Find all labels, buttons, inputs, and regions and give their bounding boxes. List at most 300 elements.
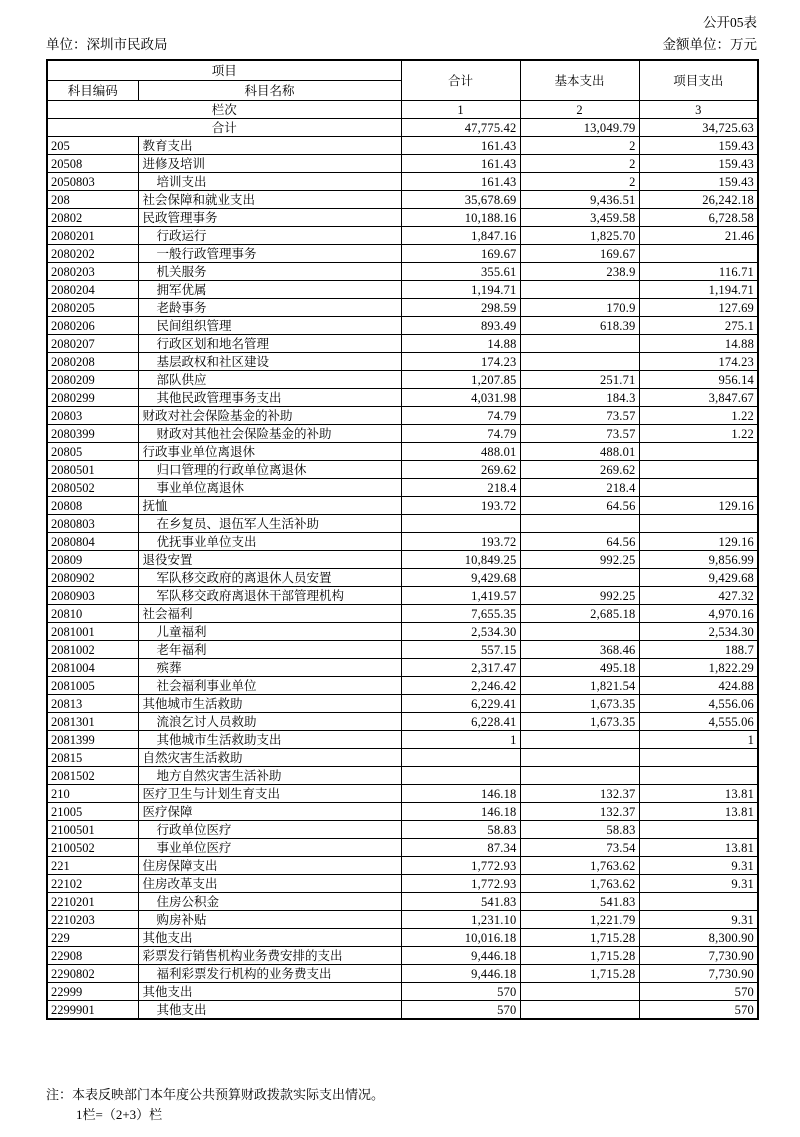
row-total: 193.72 (401, 533, 520, 551)
row-name: 住房改革支出 (138, 875, 401, 893)
row-basic: 992.25 (520, 551, 639, 569)
table-row (47, 857, 758, 875)
row-name: 优抚事业单位支出 (138, 533, 401, 551)
row-total: 298.59 (401, 299, 520, 317)
row-total: 10,016.18 (401, 929, 520, 947)
table-row (47, 893, 758, 911)
row-basic (520, 353, 639, 371)
row-basic (520, 731, 639, 749)
row-basic: 1,673.35 (520, 713, 639, 731)
form-number-label: 公开05表 (703, 15, 757, 30)
row-code: 2081005 (47, 677, 138, 695)
report-meta-header (46, 12, 757, 56)
row-name: 自然灾害生活救助 (138, 749, 401, 767)
table-row (47, 245, 758, 263)
row-project: 7,730.90 (639, 965, 758, 983)
row-total: 2,317.47 (401, 659, 520, 677)
row-code: 2100502 (47, 839, 138, 857)
row-total: 557.15 (401, 641, 520, 659)
column-index-label: 栏次 (47, 101, 401, 119)
row-code: 22999 (47, 983, 138, 1001)
row-project: 1.22 (639, 407, 758, 425)
row-basic: 1,763.62 (520, 857, 639, 875)
row-project: 570 (639, 983, 758, 1001)
row-code: 20809 (47, 551, 138, 569)
header-group-project: 项目 (47, 60, 401, 81)
row-basic (520, 767, 639, 785)
row-project: 8,300.90 (639, 929, 758, 947)
row-total (401, 749, 520, 767)
row-total: 193.72 (401, 497, 520, 515)
table-row (47, 713, 758, 731)
row-project: 424.88 (639, 677, 758, 695)
table-row (47, 137, 758, 155)
row-name: 军队移交政府的离退休人员安置 (138, 569, 401, 587)
row-project (639, 479, 758, 497)
table-row (47, 929, 758, 947)
row-code: 229 (47, 929, 138, 947)
row-project: 4,556.06 (639, 695, 758, 713)
row-name: 社会福利事业单位 (138, 677, 401, 695)
row-code: 2081002 (47, 641, 138, 659)
row-total: 174.23 (401, 353, 520, 371)
table-row (47, 839, 758, 857)
row-total: 1,419.57 (401, 587, 520, 605)
row-project: 1 (639, 731, 758, 749)
row-name: 拥军优属 (138, 281, 401, 299)
row-code: 208 (47, 191, 138, 209)
row-basic: 1,715.28 (520, 965, 639, 983)
table-row (47, 947, 758, 965)
column-index-1: 1 (401, 101, 520, 119)
column-index-3: 3 (639, 101, 758, 119)
row-name: 教育支出 (138, 137, 401, 155)
row-project (639, 515, 758, 533)
table-row (47, 155, 758, 173)
row-name: 基层政权和社区建设 (138, 353, 401, 371)
row-project: 14.88 (639, 335, 758, 353)
row-total: 1,194.71 (401, 281, 520, 299)
grand-total-total: 47,775.42 (401, 119, 520, 137)
row-basic (520, 335, 639, 353)
table-row (47, 875, 758, 893)
row-name: 老龄事务 (138, 299, 401, 317)
row-project (639, 749, 758, 767)
table-row (47, 461, 758, 479)
grand-total-basic: 13,049.79 (520, 119, 639, 137)
meta-row-unit (46, 34, 757, 56)
row-code: 2100501 (47, 821, 138, 839)
row-total: 1,772.93 (401, 875, 520, 893)
row-name: 其他民政管理事务支出 (138, 389, 401, 407)
row-total: 893.49 (401, 317, 520, 335)
row-name: 老年福利 (138, 641, 401, 659)
row-total: 169.67 (401, 245, 520, 263)
row-basic: 218.4 (520, 479, 639, 497)
row-name: 民政管理事务 (138, 209, 401, 227)
row-project: 13.81 (639, 785, 758, 803)
row-code: 22102 (47, 875, 138, 893)
row-project: 275.1 (639, 317, 758, 335)
row-code: 2081001 (47, 623, 138, 641)
row-name: 其他支出 (138, 983, 401, 1001)
table-row (47, 983, 758, 1001)
table-row (47, 533, 758, 551)
row-code: 20808 (47, 497, 138, 515)
table-row (47, 281, 758, 299)
row-total: 218.4 (401, 479, 520, 497)
row-project (639, 245, 758, 263)
row-code: 21005 (47, 803, 138, 821)
table-row (47, 731, 758, 749)
row-name: 医疗卫生与计划生育支出 (138, 785, 401, 803)
row-total: 7,655.35 (401, 605, 520, 623)
row-basic: 73.57 (520, 425, 639, 443)
grand-total-row (47, 119, 758, 137)
row-total: 1,772.93 (401, 857, 520, 875)
row-code: 2080501 (47, 461, 138, 479)
row-name: 其他城市生活救助支出 (138, 731, 401, 749)
row-project: 6,728.58 (639, 209, 758, 227)
table-row (47, 209, 758, 227)
table-row (47, 1001, 758, 1020)
row-total: 74.79 (401, 425, 520, 443)
row-code: 210 (47, 785, 138, 803)
row-total: 2,246.42 (401, 677, 520, 695)
table-row (47, 443, 758, 461)
row-basic: 1,763.62 (520, 875, 639, 893)
row-name: 社会福利 (138, 605, 401, 623)
row-basic: 58.83 (520, 821, 639, 839)
row-basic: 1,715.28 (520, 947, 639, 965)
row-name: 社会保障和就业支出 (138, 191, 401, 209)
header-col-basic: 基本支出 (520, 60, 639, 101)
row-project: 9.31 (639, 857, 758, 875)
row-project: 1,822.29 (639, 659, 758, 677)
row-total: 9,446.18 (401, 947, 520, 965)
table-row (47, 821, 758, 839)
row-project: 9,429.68 (639, 569, 758, 587)
table-footnotes (46, 1085, 757, 1125)
row-total: 35,678.69 (401, 191, 520, 209)
row-code: 2050803 (47, 173, 138, 191)
row-basic: 368.46 (520, 641, 639, 659)
row-code: 2081399 (47, 731, 138, 749)
header-col-project: 项目支出 (639, 60, 758, 101)
row-code: 20815 (47, 749, 138, 767)
row-name: 培训支出 (138, 173, 401, 191)
row-basic: 132.37 (520, 803, 639, 821)
row-name: 机关服务 (138, 263, 401, 281)
table-row (47, 785, 758, 803)
row-project (639, 443, 758, 461)
row-name: 军队移交政府离退休干部管理机构 (138, 587, 401, 605)
row-code: 2080201 (47, 227, 138, 245)
row-name: 归口管理的行政单位离退休 (138, 461, 401, 479)
row-project: 4,555.06 (639, 713, 758, 731)
table-row (47, 353, 758, 371)
row-project: 13.81 (639, 839, 758, 857)
row-basic: 1,673.35 (520, 695, 639, 713)
table-row (47, 803, 758, 821)
table-row (47, 227, 758, 245)
budget-table-head (47, 60, 758, 137)
row-name: 购房补贴 (138, 911, 401, 929)
row-total: 355.61 (401, 263, 520, 281)
header-col-total: 合计 (401, 60, 520, 101)
row-basic: 541.83 (520, 893, 639, 911)
row-name: 抚恤 (138, 497, 401, 515)
row-basic: 9,436.51 (520, 191, 639, 209)
row-project: 9.31 (639, 875, 758, 893)
column-index-2: 2 (520, 101, 639, 119)
row-name: 流浪乞讨人员救助 (138, 713, 401, 731)
unit-label: 单位：深圳市民政局 (46, 37, 168, 52)
row-code: 2080804 (47, 533, 138, 551)
table-row (47, 335, 758, 353)
row-code: 2080399 (47, 425, 138, 443)
row-basic: 132.37 (520, 785, 639, 803)
row-name: 儿童福利 (138, 623, 401, 641)
table-row (47, 299, 758, 317)
row-total: 1,207.85 (401, 371, 520, 389)
row-total: 570 (401, 1001, 520, 1020)
table-row (47, 965, 758, 983)
row-total: 1,847.16 (401, 227, 520, 245)
row-project: 2,534.30 (639, 623, 758, 641)
row-code: 20803 (47, 407, 138, 425)
row-code: 2080803 (47, 515, 138, 533)
row-basic (520, 281, 639, 299)
table-row (47, 479, 758, 497)
table-row (47, 371, 758, 389)
table-row (47, 641, 758, 659)
row-name: 其他支出 (138, 1001, 401, 1020)
row-total: 541.83 (401, 893, 520, 911)
row-code: 2080502 (47, 479, 138, 497)
row-basic: 2 (520, 137, 639, 155)
row-total: 74.79 (401, 407, 520, 425)
row-name: 部队供应 (138, 371, 401, 389)
row-code: 2299901 (47, 1001, 138, 1020)
row-name: 医疗保障 (138, 803, 401, 821)
row-name: 其他支出 (138, 929, 401, 947)
header-row-group (47, 60, 758, 81)
row-basic: 64.56 (520, 533, 639, 551)
table-row (47, 749, 758, 767)
row-name: 行政事业单位离退休 (138, 443, 401, 461)
table-row (47, 497, 758, 515)
row-total: 161.43 (401, 155, 520, 173)
row-project: 13.81 (639, 803, 758, 821)
row-project: 174.23 (639, 353, 758, 371)
row-total: 58.83 (401, 821, 520, 839)
footnote-line-2: 1栏=（2+3）栏 (76, 1107, 163, 1122)
row-project: 4,970.16 (639, 605, 758, 623)
row-basic: 2 (520, 155, 639, 173)
row-code: 20810 (47, 605, 138, 623)
header-col-name: 科目名称 (138, 81, 401, 101)
row-project: 427.32 (639, 587, 758, 605)
row-code: 2081004 (47, 659, 138, 677)
row-code: 2081301 (47, 713, 138, 731)
row-name: 殡葬 (138, 659, 401, 677)
row-basic: 1,825.70 (520, 227, 639, 245)
row-total: 10,188.16 (401, 209, 520, 227)
footnote-line-1: 注：本表反映部门本年度公共预算财政拨款实际支出情况。 (46, 1087, 385, 1102)
row-basic (520, 623, 639, 641)
row-basic: 73.54 (520, 839, 639, 857)
row-basic (520, 749, 639, 767)
row-code: 2080202 (47, 245, 138, 263)
row-total: 9,429.68 (401, 569, 520, 587)
row-name: 进修及培训 (138, 155, 401, 173)
row-project (639, 893, 758, 911)
row-code: 2081502 (47, 767, 138, 785)
row-total: 6,229.41 (401, 695, 520, 713)
table-row (47, 191, 758, 209)
row-code: 20805 (47, 443, 138, 461)
row-basic (520, 515, 639, 533)
row-basic (520, 1001, 639, 1020)
table-row (47, 515, 758, 533)
row-total (401, 515, 520, 533)
row-project: 1.22 (639, 425, 758, 443)
row-basic (520, 569, 639, 587)
row-name: 地方自然灾害生活补助 (138, 767, 401, 785)
row-total: 2,534.30 (401, 623, 520, 641)
row-code: 2080207 (47, 335, 138, 353)
row-project: 956.14 (639, 371, 758, 389)
row-project (639, 767, 758, 785)
row-basic: 488.01 (520, 443, 639, 461)
header-col-code: 科目编码 (47, 81, 138, 101)
row-code: 2080903 (47, 587, 138, 605)
table-row (47, 587, 758, 605)
row-code: 205 (47, 137, 138, 155)
row-code: 2080208 (47, 353, 138, 371)
row-basic: 251.71 (520, 371, 639, 389)
row-code: 2080205 (47, 299, 138, 317)
table-row (47, 173, 758, 191)
row-name: 财政对社会保险基金的补助 (138, 407, 401, 425)
row-total: 6,228.41 (401, 713, 520, 731)
row-project: 26,242.18 (639, 191, 758, 209)
table-row (47, 677, 758, 695)
row-project: 129.16 (639, 497, 758, 515)
row-project (639, 461, 758, 479)
row-code: 2080206 (47, 317, 138, 335)
row-project: 21.46 (639, 227, 758, 245)
table-row (47, 911, 758, 929)
row-basic: 992.25 (520, 587, 639, 605)
row-total: 488.01 (401, 443, 520, 461)
row-project: 9.31 (639, 911, 758, 929)
row-project: 116.71 (639, 263, 758, 281)
row-name: 事业单位离退休 (138, 479, 401, 497)
row-project (639, 821, 758, 839)
row-name: 福利彩票发行机构的业务费支出 (138, 965, 401, 983)
row-code: 2210203 (47, 911, 138, 929)
row-total: 4,031.98 (401, 389, 520, 407)
budget-table-container (46, 59, 757, 1020)
row-name: 其他城市生活救助 (138, 695, 401, 713)
table-row (47, 407, 758, 425)
grand-total-label: 合计 (47, 119, 401, 137)
row-name: 一般行政管理事务 (138, 245, 401, 263)
row-total: 87.34 (401, 839, 520, 857)
row-code: 221 (47, 857, 138, 875)
row-code: 2080902 (47, 569, 138, 587)
row-code: 20508 (47, 155, 138, 173)
row-total: 14.88 (401, 335, 520, 353)
row-total: 161.43 (401, 173, 520, 191)
row-basic (520, 983, 639, 1001)
row-project: 159.43 (639, 173, 758, 191)
row-basic: 1,715.28 (520, 929, 639, 947)
row-total: 269.62 (401, 461, 520, 479)
row-total: 161.43 (401, 137, 520, 155)
row-name: 在乡复员、退伍军人生活补助 (138, 515, 401, 533)
table-row (47, 317, 758, 335)
row-project: 7,730.90 (639, 947, 758, 965)
row-total (401, 767, 520, 785)
row-total: 146.18 (401, 785, 520, 803)
table-row (47, 623, 758, 641)
row-total: 146.18 (401, 803, 520, 821)
row-code: 2080209 (47, 371, 138, 389)
header-row-column-index (47, 101, 758, 119)
table-row (47, 263, 758, 281)
row-code: 2080203 (47, 263, 138, 281)
row-total: 1,231.10 (401, 911, 520, 929)
table-row (47, 659, 758, 677)
row-code: 2210201 (47, 893, 138, 911)
row-basic: 1,821.54 (520, 677, 639, 695)
row-code: 20813 (47, 695, 138, 713)
table-row (47, 389, 758, 407)
grand-total-project: 34,725.63 (639, 119, 758, 137)
row-project: 3,847.67 (639, 389, 758, 407)
row-basic: 495.18 (520, 659, 639, 677)
row-total: 1 (401, 731, 520, 749)
row-code: 2080204 (47, 281, 138, 299)
row-total: 9,446.18 (401, 965, 520, 983)
row-code: 22908 (47, 947, 138, 965)
row-code: 20802 (47, 209, 138, 227)
row-project: 129.16 (639, 533, 758, 551)
row-name: 财政对其他社会保险基金的补助 (138, 425, 401, 443)
row-basic: 2,685.18 (520, 605, 639, 623)
row-project: 1,194.71 (639, 281, 758, 299)
row-project: 159.43 (639, 137, 758, 155)
row-name: 住房保障支出 (138, 857, 401, 875)
table-row (47, 425, 758, 443)
row-project: 570 (639, 1001, 758, 1020)
meta-row-form-number (46, 12, 757, 34)
amount-unit-label: 金额单位：万元 (662, 37, 757, 52)
row-name: 退役安置 (138, 551, 401, 569)
row-basic: 2 (520, 173, 639, 191)
table-row (47, 605, 758, 623)
budget-table (46, 59, 759, 1020)
row-basic: 269.62 (520, 461, 639, 479)
row-total: 570 (401, 983, 520, 1001)
row-basic: 238.9 (520, 263, 639, 281)
row-basic: 618.39 (520, 317, 639, 335)
row-name: 民间组织管理 (138, 317, 401, 335)
table-row (47, 551, 758, 569)
